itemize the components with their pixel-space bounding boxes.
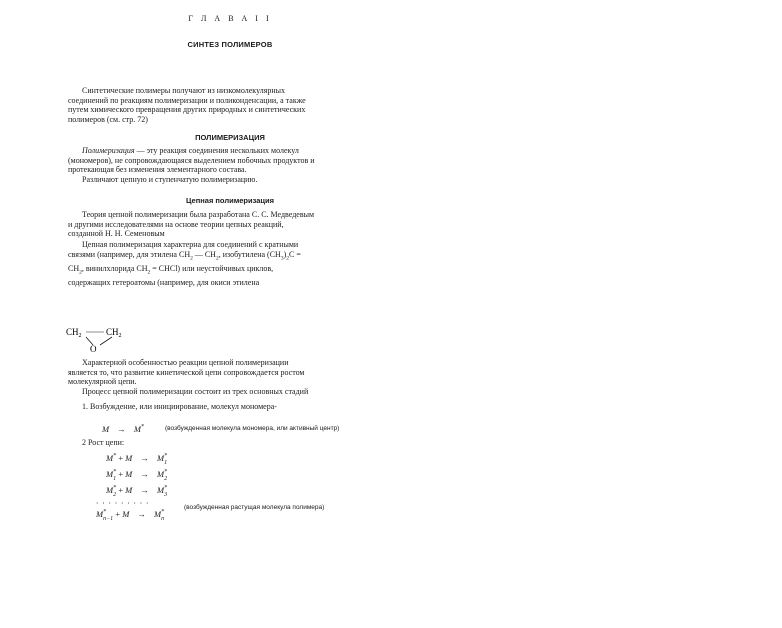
definition-rest: — эту реакция соединения нескольких молекул [134,146,299,155]
arrow: → [140,485,149,495]
m: M [106,485,114,495]
propagation-reaction-n [96,509,164,522]
polymerization-types: Различают цепную и ступенчатую полимеризацию. [82,174,258,184]
arrow: → [140,453,149,463]
propagation-note: (возбужденная растущая молекула полимера) [184,504,325,511]
arrow: → [117,424,126,434]
sub: 1 [113,475,117,482]
typical-line-4: содержащих гетероатомы (например, для окиси этилена [68,277,260,287]
star: * [140,424,144,431]
typical-l2-d: ) [283,249,287,259]
star: * [161,509,165,516]
star: * [103,509,107,516]
definition-line-2: (мономеров), не сопровождающаяся выделением побочных продуктов и [68,155,315,165]
typical-l2-c: , изобутилена (CH [218,249,281,259]
propagation-reaction-1 [106,453,167,466]
chapter-heading: Г Л А В А I I [188,14,272,23]
m: M [156,469,165,479]
star: * [164,469,168,476]
plus: + [118,453,124,463]
typical-line-3 [68,264,396,278]
m: M [106,453,114,463]
reactant-m: M [102,424,110,434]
polymerization-definition [68,146,396,184]
ethylene-oxide-structure [62,324,142,356]
sub-2: 2 [215,255,219,262]
sub: n [161,515,165,522]
typical-l3-b: , винилхлорида CH [81,263,148,273]
typical-line-1: Цепная полимеризация характерна для соединений с кратными [82,240,299,249]
m: M [154,509,162,519]
sub-2: 2 [79,269,82,276]
typical-l2-a: связями (например, для этилена CH [68,249,191,259]
intro-line-4: полимеров (см. стр. 72) [68,114,148,124]
theory-line-3: созданной Н. Н. Семеновым [68,229,165,239]
m: M [125,453,133,463]
sub: 3 [164,491,168,498]
intro-line-2: соединений по реакциям полимеризации и поликонденсации, а также [68,95,306,105]
chain-theory-paragraph [68,210,396,239]
sub: 2 [113,491,117,498]
initiation-reaction [102,424,144,434]
m: M [106,469,114,479]
theory-line-2: и другими исследователями на основе теории цепных реакций, [68,219,284,229]
feature-paragraph [68,358,396,396]
product-m: M [133,424,141,434]
sub-3: 3 [280,255,284,262]
intro-line-1: Синтетические полимеры получают из низкомолекулярных [82,86,286,95]
typical-l2-b: — CH [192,249,216,259]
theory-line-1: Теория цепной полимеризации была разработана С. С. Медведевым [82,210,315,219]
sub: 1 [164,459,168,466]
m: M [122,509,130,519]
sub-2: 2 [286,255,289,262]
stages-intro: Процесс цепной полимеризации состоит из трех основных стадий [82,386,309,396]
star: * [113,485,117,492]
definition-line-1 [68,146,396,156]
plus: + [118,485,124,495]
propagation-reaction-3 [106,485,167,498]
feature-line-3: молекулярной цепи. [68,377,137,387]
m: M [156,453,165,463]
feature-line-1: Характерной особенностью реакции цепной полимеризации [82,358,289,367]
oxide-ch2-left: $CH_2$ [66,327,82,339]
typical-l3-c: = CHCl) или неустойчивых циклов, [150,263,274,273]
oxide-ch2-right: $CH_2$ [106,327,122,339]
plus: + [118,469,124,479]
star: * [164,453,168,460]
sub-2: 2 [147,269,151,276]
m: M [96,509,104,519]
definition-line-3: протекающая без изменения элементарного состава. [68,165,247,175]
sub-2: 2 [190,255,193,262]
polymerization-heading: ПОЛИМЕРИЗАЦИЯ [195,133,265,142]
typical-l2-e: C = [288,249,301,259]
definition-term: Полимеризация [82,146,135,155]
oxide-oxygen: O [90,344,97,354]
feature-line-2: является то, что развитие кинетической цепи сопровождается ростом [68,367,305,377]
typical-l3-a: CH [68,263,80,273]
chain-polymerization-heading: Цепная полимеризация [185,196,275,205]
oxide-bond-right [100,337,112,345]
plus: + [115,509,121,519]
sub: n−1 [103,515,114,522]
m: M [125,469,133,479]
arrow: → [137,509,146,519]
propagation-reaction-2 [106,469,167,482]
m: M [156,485,165,495]
dots-row: · · · · · · · · · [96,498,150,508]
sub: 2 [164,475,168,482]
stage-2-label: 2 Рост цепи: [82,438,125,447]
intro-paragraph [68,86,396,124]
section-title: СИНТЕЗ ПОЛИМЕРОВ [187,40,273,49]
intro-line-3: путем химического превращения других природных и синтетических [68,105,306,115]
star: * [113,453,117,460]
star: * [164,485,168,492]
arrow: → [140,469,149,479]
star: * [113,469,117,476]
chain-typical-paragraph [68,240,396,288]
m: M [125,485,133,495]
stage-1-label: 1. Возбуждение, или инициирование, молекул мономера- [82,402,277,411]
typical-line-2 [68,250,396,264]
initiation-note: (возбужденная молекула мономера, или активный центр) [165,425,340,432]
